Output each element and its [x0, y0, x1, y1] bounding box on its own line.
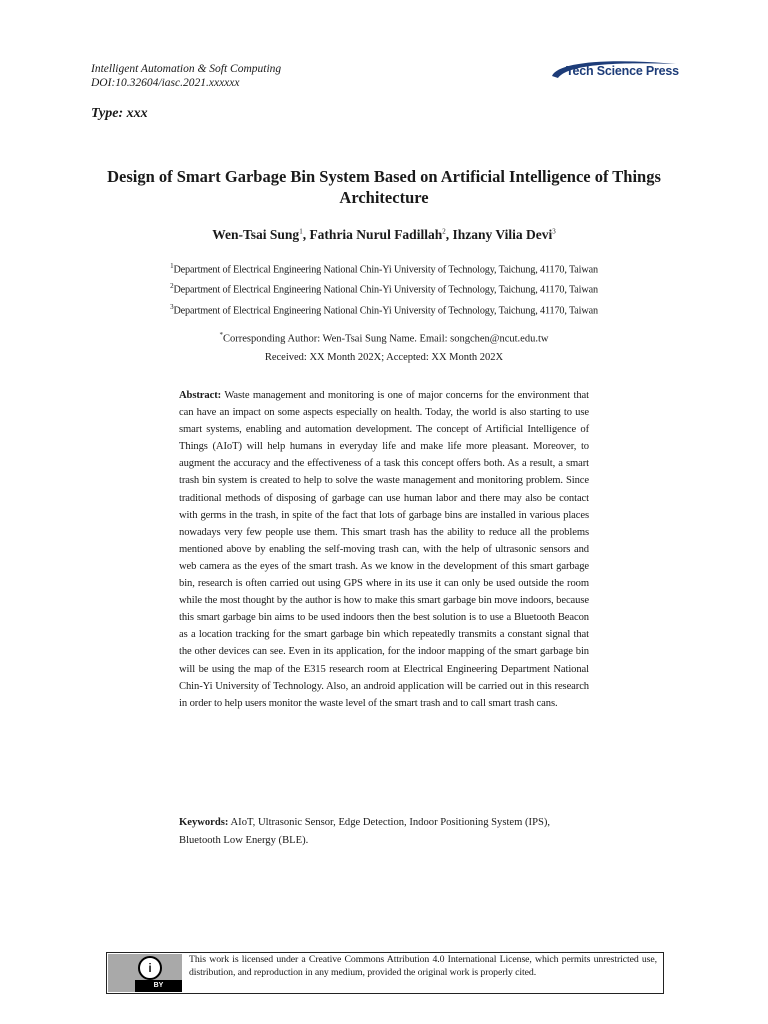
abstract: [179, 387, 589, 712]
author-name: Wen-Tsai Sung: [212, 227, 300, 242]
paper-title: Design of Smart Garbage Bin System Based on Artificial Intelligence of Things Architecture: [107, 167, 661, 207]
author-mark: 1: [299, 227, 303, 236]
keywords-text: AIoT, Ultrasonic Sensor, Edge Detection, Indoor Positioning System (IPS), Bluetooth Low Energy (BLE).: [179, 817, 551, 846]
author-mark: 3: [552, 227, 556, 236]
corresponding-author: *Corresponding Author: Wen-Tsai Sung Name. Email: songchen@ncut.edu.tw: [219, 331, 549, 345]
doi: DOI:10.32604/iasc.2021.xxxxxx: [91, 77, 240, 89]
author-name: Ihzany Vilia Devi: [452, 227, 553, 242]
license-box: [106, 952, 664, 994]
cc-by-icon[interactable]: [108, 954, 182, 992]
cc-by-label: BY: [135, 980, 182, 992]
affiliations: [100, 258, 668, 319]
keywords: [179, 814, 589, 849]
affiliation-line: $^3$Department of Electrical Engineering National Chin-Yi University of Technology, Taichung, 41170, Taiwan: [170, 302, 598, 317]
publisher-logo: [548, 58, 678, 84]
author-list: Wen-Tsai Sung$^1$, Fathria Nurul Fadillah$^2$, Ihzany Vilia Devi$^3$: [212, 227, 556, 242]
author-name: Fathria Nurul Fadillah: [309, 227, 443, 242]
attribution-icon: i: [138, 956, 162, 980]
abstract-text: Waste management and monitoring is one of major concerns for the environment that can have an impact on some aspects especially on health. Today, the world is also starting to use smart systems, enabling and automation development. The concept of Artificial Intelligence of Things (AIoT) will help humans in everyday life and make life more pleasant. Moreover, to augment the accuracy and the effectiveness of a task this concept offers both. As a result, a smart trash bin system is created to help to solve the waste management and monitoring problem. Since traditional methods of disposing of garbage can use human labor and there may also be contact with germs in the trash, in spite of the fact that lots of garbage bins are installed in various places nowadays very few people use them. This smart trash has the ability to reduce all the problems mentioned above by enabling the self-moving trash can, with the help of ultrasonic sensors and web camera as the eyes of the smart trash. As we know in the development of this smart garbage bin, research is often carried out using GPS where in its use it can only be used outside the room while the most thought by the author is how to make this smart garbage bin move indoors, because this smart garbage bin aims to be used indoors then the best solution is to use a Bluetooth Beacon as a location tracking for the smart garbage bin which repeatedly transmits a constant signal that the other devices can see. Even in its application, for the indoor mapping of the smart garbage bin will be using the map of the E315 research room at Electrical Engineering Department National Chin-Yi University of Technology. Also, an android application will be carried out in this research in order to help users monitor the waste level of the smart trash and to call smart trash cans.: [179, 390, 589, 709]
license-text: This work is licensed under a Creative Commons Attribution 4.0 International License, which permits unrestricted use, distribution, and reproduction in any medium, provided the original work is properly cited.: [189, 954, 657, 979]
publisher-name: Tech Science Press: [566, 64, 679, 78]
author-mark: 2: [442, 227, 446, 236]
journal-name: Intelligent Automation & Soft Computing: [91, 63, 282, 75]
keywords-label: Keywords:: [179, 817, 229, 828]
affiliation-line: $^1$Department of Electrical Engineering National Chin-Yi University of Technology, Taichung, 41170, Taiwan: [170, 262, 598, 276]
received-dates: Received: XX Month 202X; Accepted: XX Month 202X: [264, 351, 504, 363]
affiliation-line: $^2$Department of Electrical Engineering National Chin-Yi University of Technology, Taichung, 41170, Taiwan: [170, 282, 598, 296]
correspondence: [100, 326, 668, 367]
article-type: Type: xxx: [91, 106, 148, 121]
journal-header: [91, 62, 281, 90]
abstract-label: Abstract:: [179, 390, 222, 401]
